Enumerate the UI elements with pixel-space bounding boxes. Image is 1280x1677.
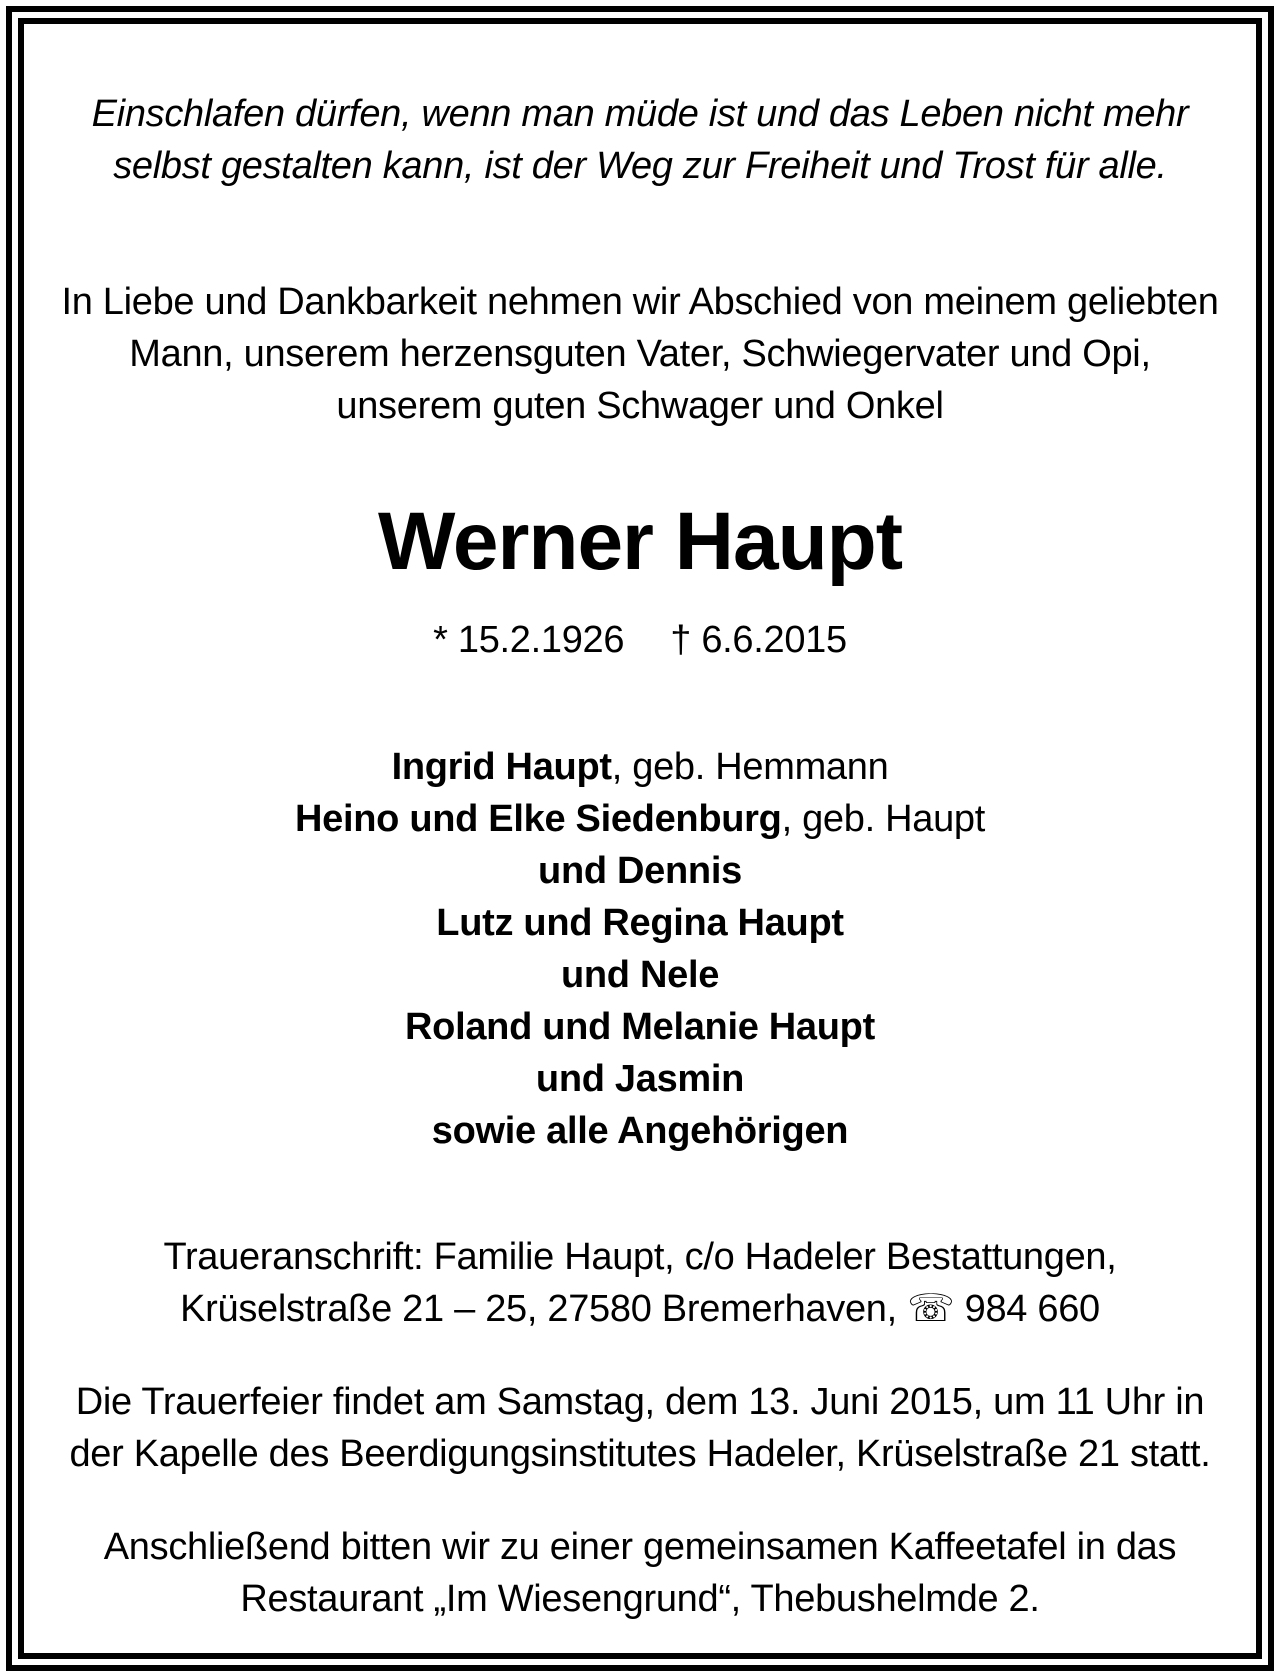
address-line-1: Traueranschrift: Familie Haupt, c/o Hadeler Bestattungen,: [163, 1236, 1117, 1278]
mourner-name: Lutz und Regina Haupt: [436, 902, 844, 944]
service-line-1: Die Trauerfeier findet am Samstag, dem 13. Juni 2015, um 11 Uhr in: [75, 1381, 1205, 1423]
mourner-line: [24, 897, 1256, 949]
obituary-notice: [24, 24, 1256, 1653]
life-dates: [24, 614, 1256, 666]
mourner-name: Roland und Melanie Haupt: [405, 1006, 875, 1048]
deceased-name: Werner Haupt: [377, 496, 903, 587]
birth-date: * 15.2.1926: [433, 619, 625, 661]
mourner-name: und Jasmin: [535, 1058, 745, 1100]
mourner-line: [24, 949, 1256, 1001]
mourner-name: und Nele: [560, 954, 720, 996]
quote-line-1: Einschlafen dürfen, wenn man müde ist und das Leben nicht mehr: [91, 93, 1189, 135]
mourner-line: [24, 845, 1256, 897]
mourner-name: und Dennis: [538, 850, 742, 892]
death-date: † 6.6.2015: [670, 619, 847, 661]
service-line-2: der Kapelle des Beerdigungsinstitutes Hadeler, Krüselstraße 21 statt.: [69, 1433, 1211, 1475]
mourner-line: [24, 1053, 1256, 1105]
mourner-line: [24, 1105, 1256, 1157]
mourner-line: [24, 1001, 1256, 1053]
mourner-suffix: , geb. Hemmann: [611, 746, 889, 788]
address-line-2: Krüselstraße 21 – 25, 27580 Bremerhaven, ☏ 984 660: [180, 1288, 1100, 1330]
mourner-line: [24, 793, 1256, 845]
mourner-line: [24, 741, 1256, 793]
mourner-name: Heino und Elke Siedenburg: [295, 798, 782, 840]
mourner-suffix: , geb. Haupt: [781, 798, 985, 840]
quote-line-2: selbst gestalten kann, ist der Weg zur Freiheit und Trost für alle.: [113, 145, 1167, 187]
mourner-name: Ingrid Haupt: [391, 746, 612, 788]
intro-line-2: Mann, unserem herzensguten Vater, Schwiegervater und Opi,: [129, 333, 1151, 375]
reception-line-2: Restaurant „Im Wiesengrund“, Thebushelmde 2.: [240, 1578, 1040, 1620]
reception-line-1: Anschließend bitten wir zu einer gemeinsamen Kaffeetafel in das: [103, 1526, 1177, 1568]
intro-line-3: unserem guten Schwager und Onkel: [336, 385, 944, 427]
intro-line-1: In Liebe und Dankbarkeit nehmen wir Abschied von meinem geliebten: [61, 281, 1219, 323]
mourner-name: sowie alle Angehörigen: [431, 1110, 849, 1152]
